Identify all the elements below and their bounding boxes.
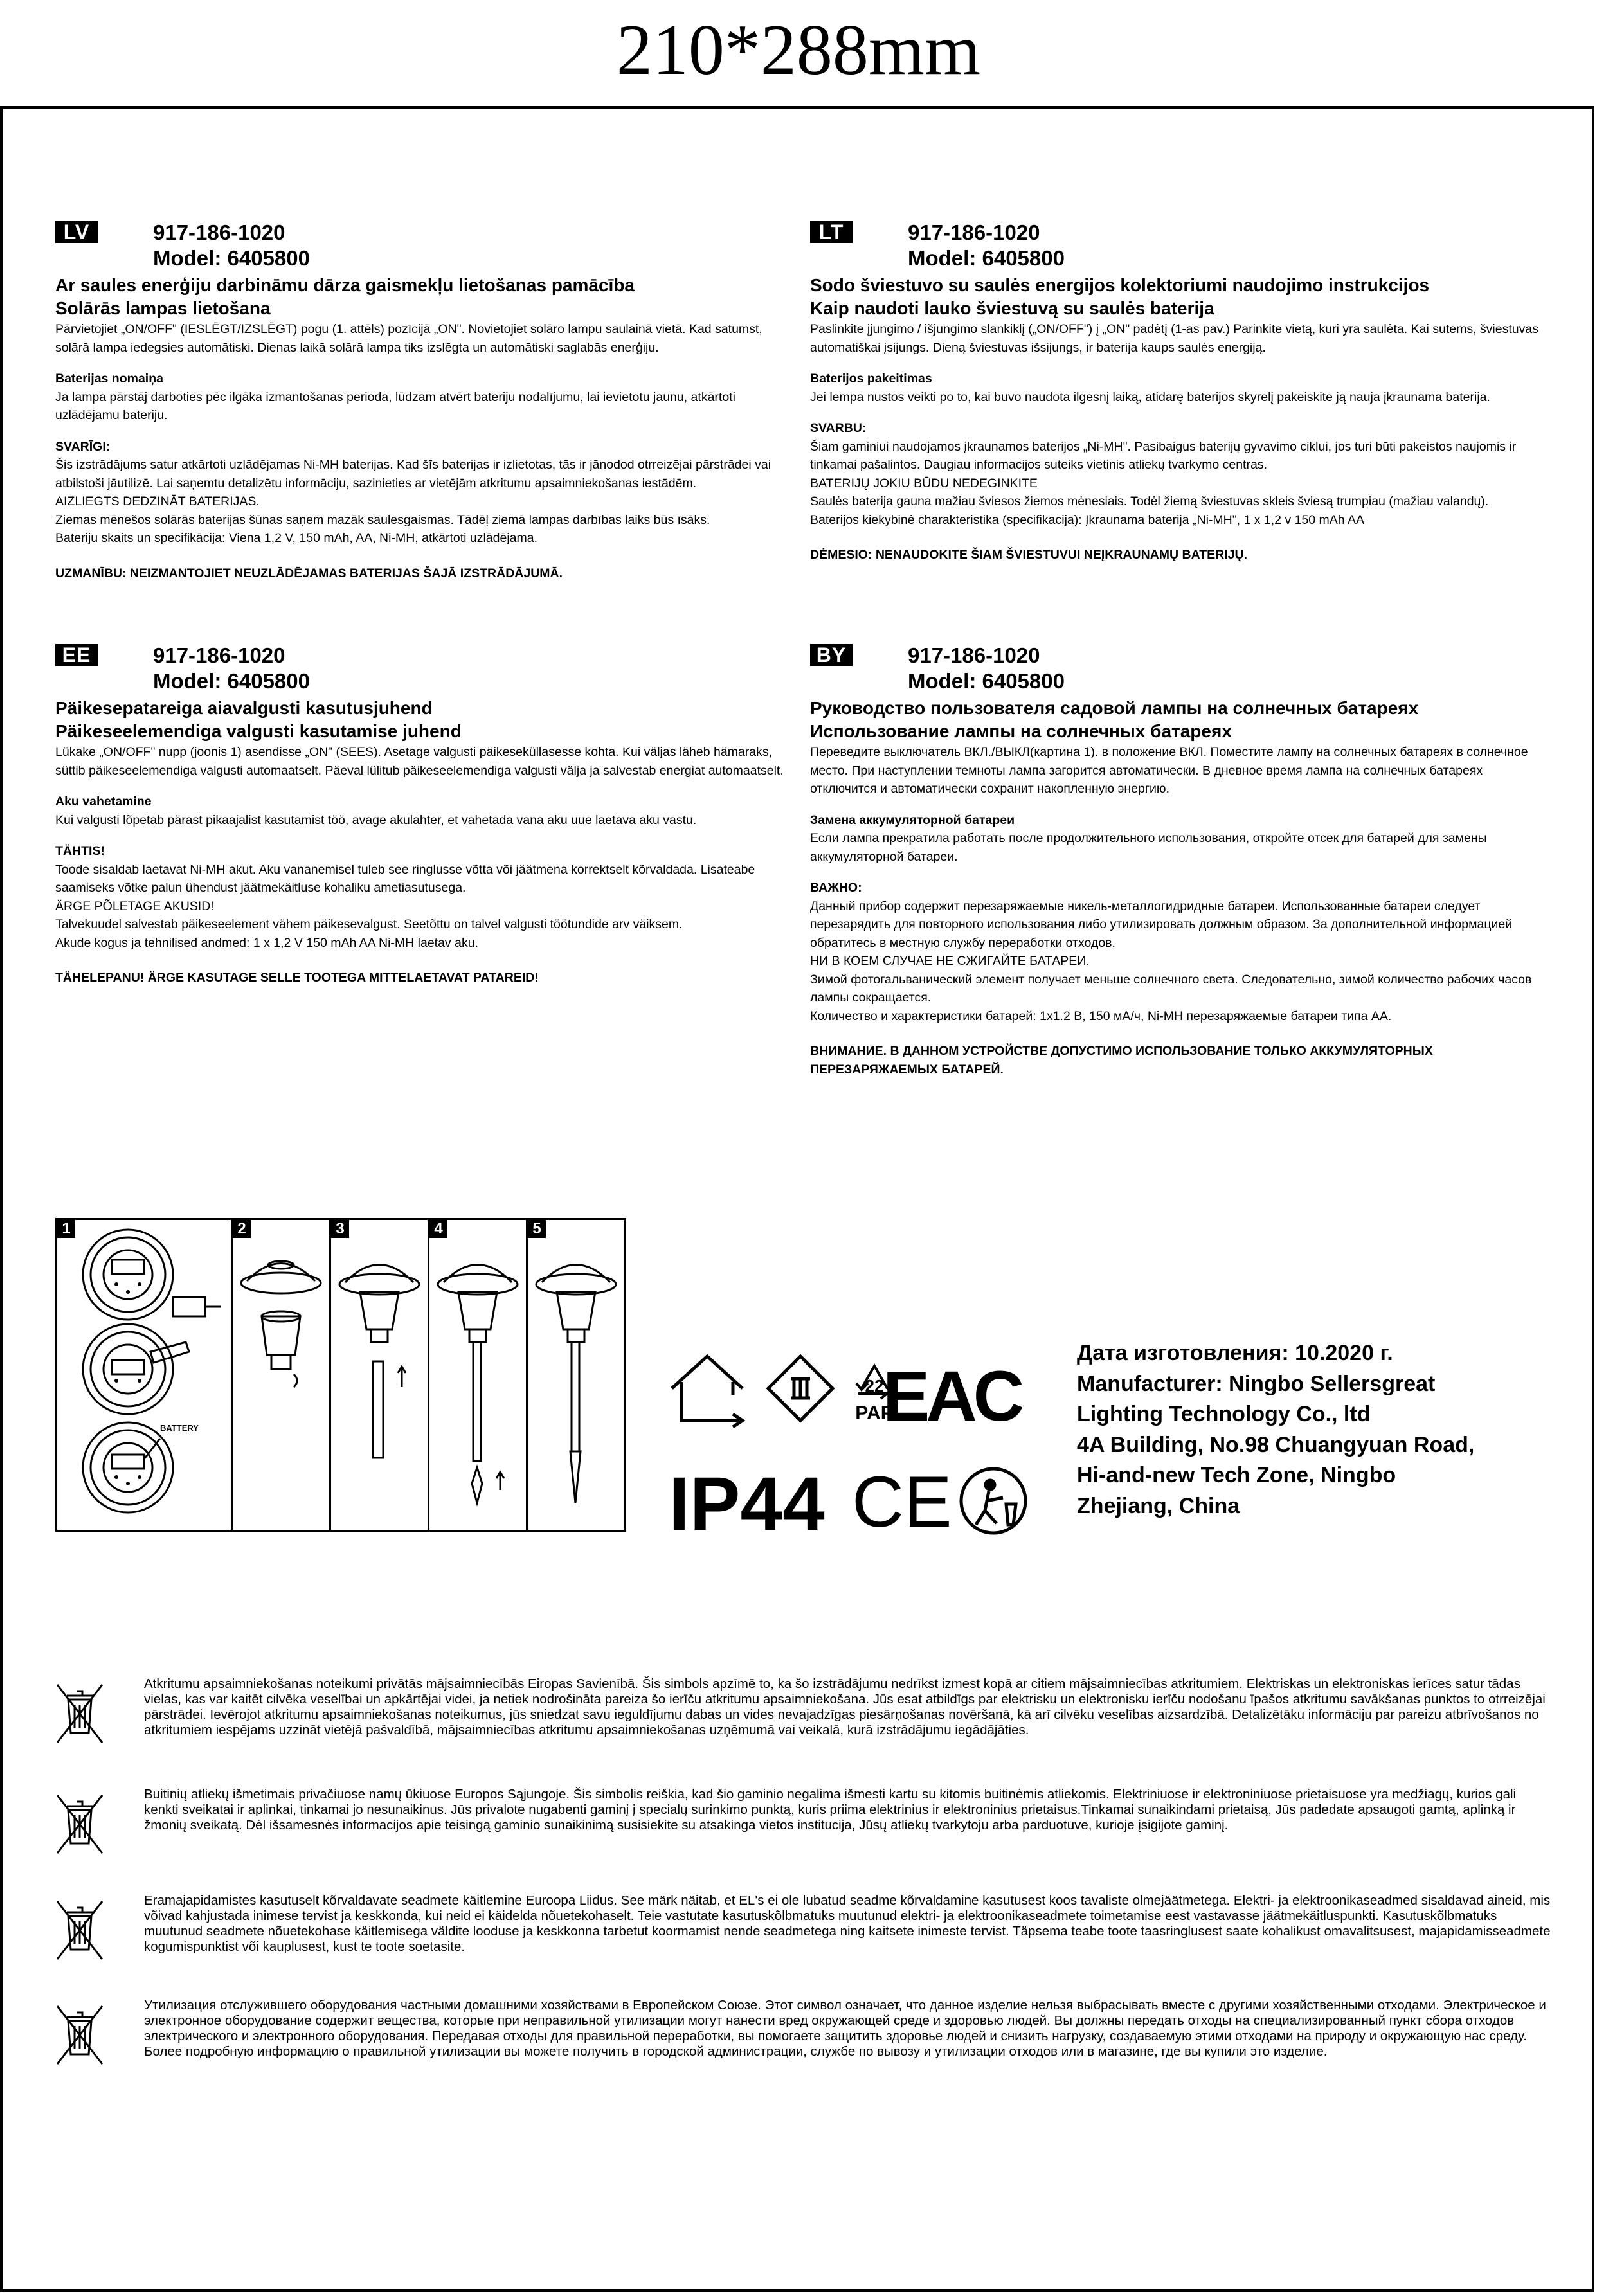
weee-text: Buitinių atliekų išmetimais privačiuose namų ūkiuose Europos Sąjungoje. Šis simbolis reiškia, kad šio gaminio negalima išmesti kartu su kitomis buitinėmis atliekomis. Elektriniuose ir elektroniniuose prietaisuose yra medžiagų, kurios gali kenkti sveikatai ir aplinkai, tinkamai jo nesunaikinus. Jūs privalote nugabenti gaminį į specialų surinkimo punktą, kuris priima elektrinius ir elektroninius prietaisus.Tinkamai sunaikindami prietaisą, Jūs padedate apsaugoti gamtą, aplinką ir žmonių sveikatą. Dėl išsamesnės informacijos apie teisingą gaminio sunaikinimą susisiekite su atsakinga vietos institucija, Jūsų atliekų tvarkytoju arba parduotuve, kurioje įsigijote gaminį.: [144, 1787, 1517, 1833]
section-title: Päikesepatareiga aiavalgusti kasutusjuhend: [55, 698, 433, 718]
lamp-head-illustration: [233, 1220, 329, 1530]
section-subtitle: Kaip naudoti lauko šviestuvą su saulės baterija: [810, 298, 1214, 318]
warning-text: UZMANĪBU: NEIZMANTOJIET NEUZLĀDĒJAMAS BATERIJAS ŠAJĀ IZSTRĀDĀJUMĀ.: [55, 566, 563, 580]
battery-heading: Замена аккумуляторной батареи: [810, 812, 1015, 827]
diagram-panel-3: [331, 1220, 429, 1530]
lang-badge: LT: [810, 221, 853, 243]
important-line: Ziemas mēnešos solārās baterijas šūnas saņem mazāk saulesgaismas. Tādēļ ziemā lampas darbības laiks būs īsāks.: [55, 512, 710, 527]
important-line: Зимой фотогальванический элемент получает меньше солнечного света. Следовательно, зимой количество рабочих часов лампы сокращается.: [810, 972, 1532, 1005]
product-code: 917-186-1020 Model: 6405800: [908, 220, 1065, 270]
manufacturer-line: Hi-and-new Tech Zone, Ningbo: [1077, 1463, 1396, 1487]
warning-text: DĖMESIO: NENAUDOKITE ŠIAM ŠVIESTUVUI NEĮKRAUNAMŲ BATERIJŲ.: [810, 548, 1248, 562]
important-heading: TÄHTIS!: [55, 844, 105, 858]
product-code: 917-186-1020 Model: 6405800: [153, 220, 310, 270]
lang-badge: BY: [810, 644, 853, 666]
crossed-bin-icon: [54, 1682, 105, 1746]
intro-text: Paslinkite įjungimo / išjungimo slankiklį („ON/OFF") į „ON" padėtį (1-as pav.) Parinkite vietą, kuri yra saulėta. Kai sutems, šviestuvas automatiškai įsijungs. Dieną šviestuvas išsijungs, ir baterija kaups saulės energiją.: [810, 322, 1538, 355]
section-subtitle: Использование лампы на солнечных батареях: [810, 721, 1232, 741]
important-line: Данный прибор содержит перезаряжаемые никель-металлогидридные батареи. Использованные батареи следует перезарядить для повторного использования либо утилизировать должным образом. За дополнительной информацией обратитесь в местную службу переработки отходов.: [810, 899, 1513, 950]
ce-mark: CE: [852, 1462, 952, 1542]
important-heading: ВАЖНО:: [810, 881, 862, 895]
section-subtitle: Päikeseelemendiga valgusti kasutamise juhend: [55, 721, 462, 741]
product-code: 917-186-1020 Model: 6405800: [153, 643, 310, 693]
battery-text: Kui valgusti lõpetab pärast pikaajalist kasutamist töö, avage akulahter, et vahetada vana aku uue laetava aku vastu.: [55, 812, 697, 827]
important-line: Šiam gaminiui naudojamos įkraunamos baterijos „Ni-MH". Pasibaigus baterijų gyvavimo ciklui, jos turi būti pakeistos naujomis ir tinkamai pašalintos. Daugiau informacijos suteiks vietinis atliekų tvarkymo centras.: [810, 439, 1517, 472]
section-title: Руководство пользователя садовой лампы на солнечных батареях: [810, 698, 1419, 718]
lang-badge: EE: [55, 644, 98, 666]
manufacturer-line: Lighting Technology Co., ltd: [1077, 1402, 1371, 1426]
manufacture-date: Дата изготовления: 10.2020 г.: [1077, 1341, 1393, 1365]
intro-text: Переведите выключатель ВКЛ./ВЫКЛ(картина 1). в положение ВКЛ. Поместите лампу на солнечных батареях в солнечное место. При наступлении темноты лампа загорится автоматически. В дневное время лампа на солнечных батареях отключится и автоматически сохранит накопленную энергию.: [810, 745, 1528, 796]
important-line: AIZLIEGTS DEDZINĀT BATERIJAS.: [55, 494, 260, 508]
page-size-title: 210*288mm: [616, 10, 981, 90]
manufacturer-info: [1077, 1338, 1540, 1521]
eac-mark: EAC: [882, 1357, 1021, 1436]
tidyman-icon: [961, 1469, 1025, 1533]
crossed-bin-icon: [54, 1792, 105, 1856]
ip-rating: IP44: [669, 1462, 825, 1543]
manufacturer-line: Manufacturer: Ningbo Sellersgreat: [1077, 1371, 1436, 1396]
weee-text: Atkritumu apsaimniekošanas noteikumi privātās mājsaimniecībās Eiropas Savienībā. Šis simbols apzīmē to, ka šo izstrādājumu nedrīkst izmest kopā ar citiem mājsaimniecības atkritumiem. Elektriskas un elektroniskas ierīces satur tādas vielas, kas var kaitēt cilvēka veselībai un apkārtējai videi, ja netiek nodrošināta pareiza šo ierīču atkritumu apsaimniekošana. Jūs esat atbildīgs par elektrisku un elektronisku ierīču nodošanu īpašos atkritumu savākšanas punktos to otrreizējai pārstrādei. Ievērojot atkritumu apsaimniekošanas noteikumus, jūs sniedzat savu ieguldījumu dabas un vides nevajadzīgas piesārņošanas novēršanā, kā arī cilvēku veselības aizsardzībā. Detalizētāku informāciju par pareizu atbrīvošanos no atkritumiem iespējams uzzināt vietējā pašvaldībā, mājsaimniecības atkritumu apsaimniekošanas uzņēmumā vai veikalā, kurā izstrādājumu iegādājāties.: [144, 1676, 1546, 1737]
important-line: Bateriju skaits un specifikācija: Viena 1,2 V, 150 mAh, AA, Ni-MH, atkārtoti uzlādējama.: [55, 531, 538, 545]
important-heading: SVARĪGI:: [55, 439, 111, 454]
warning-text: ВНИМАНИЕ. В ДАННОМ УСТРОЙСТВЕ ДОПУСТИМО ИСПОЛЬЗОВАНИЕ ТОЛЬКО АККУМУЛЯТОРНЫХ ПЕРЕЗАРЯЖАЕМЫХ БАТАРЕЙ.: [810, 1044, 1433, 1077]
crossed-bin-icon: [54, 1898, 105, 1962]
indoor-use-icon: [672, 1356, 743, 1427]
important-line: BATERIJŲ JOKIU BŪDU NEDEGINKITE: [810, 476, 1038, 490]
important-line: Toode sisaldab laetavat Ni-MH akut. Aku vananemisel tuleb see ringlusse võtta või jäätmena korrektselt kõrvaldada. Lisateabe saamiseks võtke palun ühendust jäätmekäitluse kohaliku ametiasutusega.: [55, 862, 755, 895]
important-line: Akude kogus ja tehnilised andmed: 1 x 1,2 V 150 mAh AA Ni-MH laetav aku.: [55, 935, 478, 950]
product-code: 917-186-1020 Model: 6405800: [908, 643, 1065, 693]
class-iii-icon: [768, 1356, 833, 1421]
important-line: ÄRGE PÕLETAGE AKUSID!: [55, 899, 214, 913]
battery-text: Если лампа прекратила работать после продолжительного использования, откройте отсек для батарей для замены аккумуляторной батареи.: [810, 831, 1487, 864]
section-subtitle: Solārās lampas lietošana: [55, 298, 271, 318]
panel-number: 2: [233, 1220, 251, 1238]
diagram-panel-2: [233, 1220, 331, 1530]
important-line: Saulės baterija gauna mažiau šviesos žiemos mėnesiais. Todėl žiemą šviestuvas skleis šviesą trumpiau (mažiau valandų).: [810, 494, 1489, 508]
assembly-diagram: [55, 1218, 626, 1532]
section-title: Sodo šviestuvo su saulės energijos kolektoriumi naudojimo instrukcijos: [810, 275, 1430, 295]
battery-text: Ja lampa pārstāj darboties pēc ilgāka izmantošanas perioda, lūdzam atvērt bateriju nodalījumu, lai ievietotu jaunu, atkārtoti uzlādējamu bateriju.: [55, 390, 735, 422]
manufacturer-line: Zhejiang, China: [1077, 1493, 1240, 1518]
important-heading: SVARBU:: [810, 421, 867, 435]
warning-text: TÄHELEPANU! ÄRGE KASUTAGE SELLE TOOTEGA MITTELAETAVAT PATAREID!: [55, 971, 539, 985]
lamp-pole-illustration: [331, 1220, 428, 1530]
important-line: Количество и характеристики батарей: 1x1.2 В, 150 мА/ч, Ni-MH перезаряжаемые батареи типа AA.: [810, 1009, 1392, 1023]
section-title: Ar saules enerģiju darbināmu dārza gaismekļu lietošanas pamācība: [55, 275, 635, 295]
weee-text: Утилизация отслужившего оборудования частными домашними хозяйствами в Европейском Союзе. Этот символ означает, что данное изделие нельзя выбрасывать вместе с другими хозяйственными отходами. Электрическое и электронное оборудование содержит вещества, которые при неправильной утилизации могут нанести вред окружающей среде и здоровью людей. Вы должны передать отходы на специализированный пункт сбора отходов электрического и электронного оборудования. Передавая отходы для правильной переработки, вы помогаете защитить здоровье людей и снизить нагрузку, создаваемую этими отходами на природу и окружающую нас среду. Более подробную информацию о правильной утилизации вы можете получить в городской администрации, службе по вывозу и утилизации отходов или в магазине, где вы купили это изделие.: [144, 1998, 1546, 2059]
diagram-panel-5: [528, 1220, 624, 1530]
svg-text:PAP: PAP: [855, 1403, 894, 1424]
switch-diagram-illustration: [57, 1220, 231, 1530]
panel-number: 3: [331, 1220, 349, 1238]
intro-text: Pārvietojiet „ON/OFF" (IESLĒGT/IZSLĒGT) pogu (1. attēls) pozīcijā „ON". Novietojiet solāro lampu saulainā vietā. Kad satumst, solārā lampa iedegsies automātiski. Dienas laikā solārā lampa tiks izslēgta un automātiski saglabās enerģiju.: [55, 322, 762, 355]
diagram-panel-1: [57, 1220, 233, 1530]
svg-text:22: 22: [865, 1376, 884, 1395]
manufacturer-line: 4A Building, No.98 Chuangyuan Road,: [1077, 1432, 1475, 1457]
battery-label: BATTERY: [160, 1423, 199, 1433]
panel-number: 4: [429, 1220, 447, 1238]
important-line: Baterijos kiekybinė charakteristika (specifikacija): Įkraunama baterija „Ni-MH", 1 x 1,2 v 150 mAh AA: [810, 512, 1365, 527]
panel-number: 1: [57, 1220, 75, 1238]
important-line: НИ В КОЕМ СЛУЧАЕ НЕ СЖИГАЙТЕ БАТАРЕИ.: [810, 954, 1090, 968]
crossed-bin-icon: [54, 2003, 105, 2067]
battery-heading: Baterijas nomaiņa: [55, 372, 163, 386]
battery-heading: Baterijos pakeitimas: [810, 372, 932, 386]
diagram-panel-4: [429, 1220, 528, 1530]
lamp-stake-illustration: [429, 1220, 526, 1530]
weee-text: Eramajapidamistes kasutuselt kõrvaldavate seadmete käitlemine Euroopa Liidus. See märk näitab, et EL's ei ole lubatud seadme kõrvaldamine kasutusest koos tavaliste olmejäätmetega. Elektri- ja elektroonikaseadmed sisaldavad aineid, mis võivad kahjustada inimese tervist ja keskkonda, kui neid ei käidelda nõuetekohaselt. Teie vastutate kasutuskõlbmatuks muutunud elektri- ja elektroonikaseadmete toimetamise eest vastavasse jäätmekäitluspunkti. Kasutuskõlbmatuks muutunud seadmete nõuetekohase käitlemisega väldite looduse ja keskkonna tarbetut koormamist nende seadmetega ning kaitsete inimeste tervist. Täpsema teabe toote taasringlusest saate kohalikust omavalitsusest, majapidamisseadmete kogumispunktist või kauplusest, kust te toote soetasite.: [144, 1893, 1551, 1954]
lang-badge: LV: [55, 221, 98, 243]
important-line: Šis izstrādājums satur atkārtoti uzlādējamas Ni-MH baterijas. Kad šīs baterijas ir izlietotas, tās ir jānodod otrreizējai pārstrādei vai atbilstoši jāutilizē. Lai saņemtu detalizētu informāciju, sazinieties ar vietējām atkritumu apsaimniekošanas iestādēm.: [55, 458, 771, 490]
important-line: Talvekuudel salvestab päikeseelement vähem päikesevalgust. Seetõttu on talvel valgusti töötundide arv väiksem.: [55, 917, 683, 931]
battery-text: Jei lempa nustos veikti po to, kai buvo naudota ilgesnį laiką, atidarę baterijos skyrelį pakeiskite ją nauja įkraunama baterija.: [810, 390, 1490, 404]
certification-symbols: [669, 1343, 1029, 1543]
lamp-assembled-illustration: [528, 1220, 624, 1530]
intro-text: Lükake „ON/OFF" nupp (joonis 1) asendisse „ON" (SEES). Asetage valgusti päikeseküllasesse kohta. Kui väljas läheb hämaraks, süttib päikeseelemendiga valgusti automaatselt. Päeval lülitub päikeseelemendiga valgusti välja ja salvestab energiat automaatselt.: [55, 745, 784, 778]
panel-number: 5: [528, 1220, 546, 1238]
battery-heading: Aku vahetamine: [55, 794, 152, 809]
symbols-graphic: [669, 1343, 1029, 1543]
